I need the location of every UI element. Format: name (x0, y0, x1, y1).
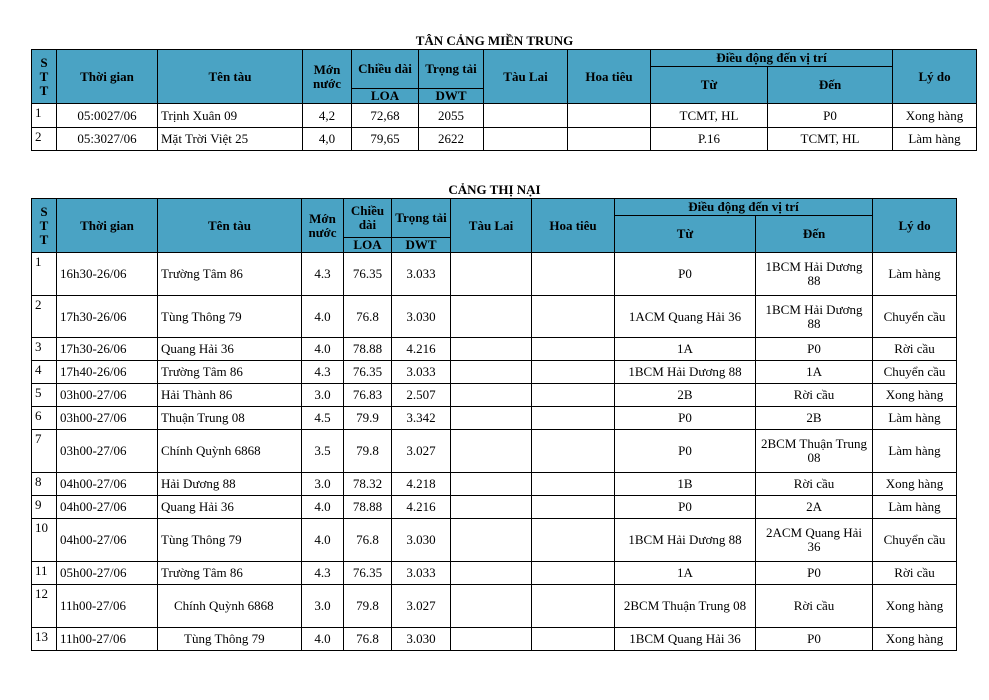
header-weight: Trọng tải (419, 50, 484, 89)
row-ship: Trường Tâm 86 (158, 562, 302, 585)
header-from: Từ (651, 67, 768, 104)
row-loa: 76.35 (344, 361, 392, 384)
row-to: 2BCM Thuận Trung 08 (756, 430, 873, 473)
row-loa: 76.8 (344, 519, 392, 562)
row-stt: 1 (32, 104, 57, 128)
row-draft: 3.0 (302, 585, 344, 628)
row-to: 1A (756, 361, 873, 384)
row-draft: 4.0 (302, 338, 344, 361)
table-row (32, 104, 977, 128)
row-loa: 79.8 (344, 585, 392, 628)
header-draft: Mớn nước (303, 50, 352, 104)
row-draft: 4.3 (302, 562, 344, 585)
row-ship: Hải Thành 86 (158, 384, 302, 407)
table-row (32, 473, 957, 496)
row-dwt: 2055 (419, 104, 484, 128)
row-tug (451, 519, 532, 562)
row-draft: 3.5 (302, 430, 344, 473)
row-from: P0 (615, 253, 756, 296)
row-pilot (532, 430, 615, 473)
header-tug: Tàu Lai (484, 50, 568, 104)
row-pilot (532, 338, 615, 361)
row-loa: 76.83 (344, 384, 392, 407)
row-loa: 78.32 (344, 473, 392, 496)
row-draft: 4.5 (302, 407, 344, 430)
row-pilot (568, 104, 651, 128)
table-row (32, 407, 957, 430)
row-dwt: 3.033 (392, 562, 451, 585)
row-from: 2B (615, 384, 756, 407)
row-time: 03h00-27/06 (57, 384, 158, 407)
section2-title: CẢNG THỊ NẠI (448, 182, 541, 197)
row-pilot (532, 496, 615, 519)
row-tug (451, 628, 532, 651)
header-ship: Tên tàu (158, 199, 302, 253)
row-from: P0 (615, 430, 756, 473)
row-to: P0 (768, 104, 893, 128)
row-to: Rời cầu (756, 384, 873, 407)
row-reason: Xong hàng (873, 384, 957, 407)
row-dwt: 2.507 (392, 384, 451, 407)
table-row (32, 361, 957, 384)
row-loa: 79.9 (344, 407, 392, 430)
row-tug (451, 338, 532, 361)
row-to: Rời cầu (756, 585, 873, 628)
header-stt: S T T (32, 199, 57, 253)
row-pilot (532, 253, 615, 296)
row-dwt: 4.216 (392, 496, 451, 519)
header-ship: Tên tàu (158, 50, 303, 104)
table-row (32, 384, 957, 407)
row-ship: Tùng Thông 79 (158, 519, 302, 562)
row-reason: Rời cầu (873, 562, 957, 585)
table-row (32, 296, 957, 338)
row-dwt: 3.030 (392, 519, 451, 562)
row-draft: 3.0 (302, 384, 344, 407)
row-reason: Xong hàng (873, 585, 957, 628)
row-time: 17h30-26/06 (57, 338, 158, 361)
row-tug (451, 253, 532, 296)
row-from: 1BCM Hải Dương 88 (615, 519, 756, 562)
row-draft: 4.3 (302, 253, 344, 296)
row-dwt: 3.342 (392, 407, 451, 430)
header-dwt: DWT (392, 238, 451, 253)
tan-cang-table (31, 49, 977, 151)
row-dwt: 3.027 (392, 430, 451, 473)
row-stt: 11 (32, 562, 57, 585)
row-loa: 76.35 (344, 562, 392, 585)
row-time: 11h00-27/06 (57, 628, 158, 651)
row-pilot (532, 361, 615, 384)
row-time: 03h00-27/06 (57, 430, 158, 473)
row-to: Rời cầu (756, 473, 873, 496)
row-from: P0 (615, 496, 756, 519)
table-row (32, 253, 957, 296)
row-from: 2BCM Thuận Trung 08 (615, 585, 756, 628)
section1-title: TÂN CẢNG MIỀN TRUNG (415, 33, 574, 48)
header-to: Đến (768, 67, 893, 104)
row-to: 1BCM Hải Dương 88 (756, 253, 873, 296)
row-to: TCMT, HL (768, 128, 893, 151)
header-length: Chiều dài (352, 50, 419, 89)
row-draft: 4.0 (302, 296, 344, 338)
row-reason: Xong hàng (873, 628, 957, 651)
row-draft: 4.3 (302, 361, 344, 384)
row-stt: 8 (32, 473, 57, 496)
header-reason: Lý do (893, 50, 977, 104)
row-stt: 13 (32, 628, 57, 651)
table-row (32, 519, 957, 562)
row-to: 2B (756, 407, 873, 430)
row-to: 2ACM Quang Hải 36 (756, 519, 873, 562)
row-loa: 76.8 (344, 628, 392, 651)
row-reason: Làm hàng (873, 253, 957, 296)
row-draft: 4.0 (302, 628, 344, 651)
header-pilot: Hoa tiêu (532, 199, 615, 253)
row-pilot (568, 128, 651, 151)
table-row (32, 628, 957, 651)
header-tug: Tàu Lai (451, 199, 532, 253)
row-pilot (532, 407, 615, 430)
row-to: P0 (756, 562, 873, 585)
row-loa: 78.88 (344, 496, 392, 519)
row-from: 1ACM Quang Hải 36 (615, 296, 756, 338)
row-pilot (532, 519, 615, 562)
header-time: Thời gian (57, 199, 158, 253)
row-reason: Làm hàng (893, 128, 977, 151)
row-dwt: 2622 (419, 128, 484, 151)
row-dwt: 3.030 (392, 296, 451, 338)
row-reason: Làm hàng (873, 407, 957, 430)
row-tug (451, 384, 532, 407)
row-time: 17h30-26/06 (57, 296, 158, 338)
row-dwt: 3.033 (392, 253, 451, 296)
row-from: TCMT, HL (651, 104, 768, 128)
row-draft: 4.0 (302, 519, 344, 562)
row-dwt: 3.027 (392, 585, 451, 628)
row-reason: Chuyển cầu (873, 296, 957, 338)
header-dwt: DWT (419, 89, 484, 104)
row-stt: 9 (32, 496, 57, 519)
row-ship: Chính Quỳnh 6868 (158, 585, 302, 628)
row-tug (451, 496, 532, 519)
row-ship: Chính Quỳnh 6868 (158, 430, 302, 473)
table-row (32, 585, 957, 628)
row-ship: Quang Hải 36 (158, 496, 302, 519)
row-ship: Trường Tâm 86 (158, 361, 302, 384)
row-reason: Xong hàng (893, 104, 977, 128)
row-time: 04h00-27/06 (57, 473, 158, 496)
row-pilot (532, 473, 615, 496)
row-ship: Quang Hải 36 (158, 338, 302, 361)
row-pilot (532, 384, 615, 407)
row-from: P0 (615, 407, 756, 430)
row-to: P0 (756, 338, 873, 361)
row-stt: 10 (32, 519, 57, 562)
thi-nai-table (31, 198, 957, 651)
header-draft: Mớn nước (302, 199, 344, 253)
row-draft: 4,0 (303, 128, 352, 151)
row-tug (451, 361, 532, 384)
row-from: 1BCM Hải Dương 88 (615, 361, 756, 384)
row-dwt: 4.218 (392, 473, 451, 496)
row-ship: Thuận Trung 08 (158, 407, 302, 430)
row-to: P0 (756, 628, 873, 651)
row-reason: Chuyển cầu (873, 361, 957, 384)
row-tug (451, 562, 532, 585)
table-row (32, 338, 957, 361)
header-move: Điều động đến vị trí (615, 199, 873, 216)
header-loa: LOA (352, 89, 419, 104)
row-dwt: 4.216 (392, 338, 451, 361)
row-ship: Trường Tâm 86 (158, 253, 302, 296)
header-length: Chiều dài (344, 199, 392, 238)
header-stt: S T T (32, 50, 57, 104)
row-stt: 1 (32, 253, 57, 296)
row-pilot (532, 296, 615, 338)
header-to: Đến (756, 216, 873, 253)
row-time: 17h40-26/06 (57, 361, 158, 384)
header-move: Điều động đến vị trí (651, 50, 893, 67)
header-from: Từ (615, 216, 756, 253)
row-stt: 7 (32, 430, 57, 473)
header-pilot: Hoa tiêu (568, 50, 651, 104)
row-loa: 76.8 (344, 296, 392, 338)
row-stt: 2 (32, 296, 57, 338)
row-stt: 6 (32, 407, 57, 430)
row-tug (484, 128, 568, 151)
table-row (32, 496, 957, 519)
row-pilot (532, 562, 615, 585)
row-ship: Trịnh Xuân 09 (158, 104, 303, 128)
header-time: Thời gian (57, 50, 158, 104)
header-loa: LOA (344, 238, 392, 253)
table-row (32, 128, 977, 151)
row-loa: 78.88 (344, 338, 392, 361)
row-loa: 76.35 (344, 253, 392, 296)
row-reason: Rời cầu (873, 338, 957, 361)
table-row (32, 430, 957, 473)
row-tug (451, 430, 532, 473)
header-weight: Trọng tải (392, 199, 451, 238)
row-reason: Chuyển cầu (873, 519, 957, 562)
row-time: 05h00-27/06 (57, 562, 158, 585)
row-tug (451, 585, 532, 628)
table-row (32, 562, 957, 585)
row-time: 04h00-27/06 (57, 519, 158, 562)
header-reason: Lý do (873, 199, 957, 253)
row-draft: 4,2 (303, 104, 352, 128)
row-reason: Làm hàng (873, 430, 957, 473)
row-reason: Làm hàng (873, 496, 957, 519)
row-pilot (532, 585, 615, 628)
row-draft: 4.0 (302, 496, 344, 519)
row-pilot (532, 628, 615, 651)
row-time: 05:0027/06 (57, 104, 158, 128)
row-draft: 3.0 (302, 473, 344, 496)
row-loa: 79,65 (352, 128, 419, 151)
row-ship: Tùng Thông 79 (158, 296, 302, 338)
row-from: 1B (615, 473, 756, 496)
row-time: 03h00-27/06 (57, 407, 158, 430)
row-ship: Mặt Trời Việt 25 (158, 128, 303, 151)
row-ship: Tùng Thông 79 (158, 628, 302, 651)
row-tug (451, 407, 532, 430)
row-ship: Hải Dương 88 (158, 473, 302, 496)
row-reason: Xong hàng (873, 473, 957, 496)
row-from: 1A (615, 562, 756, 585)
row-to: 1BCM Hải Dương 88 (756, 296, 873, 338)
row-loa: 72,68 (352, 104, 419, 128)
row-tug (451, 473, 532, 496)
row-stt: 4 (32, 361, 57, 384)
row-from: 1A (615, 338, 756, 361)
row-stt: 5 (32, 384, 57, 407)
row-time: 04h00-27/06 (57, 496, 158, 519)
row-to: 2A (756, 496, 873, 519)
row-time: 05:3027/06 (57, 128, 158, 151)
row-dwt: 3.033 (392, 361, 451, 384)
row-stt: 12 (32, 585, 57, 628)
row-from: P.16 (651, 128, 768, 151)
row-tug (451, 296, 532, 338)
row-dwt: 3.030 (392, 628, 451, 651)
row-tug (484, 104, 568, 128)
row-time: 11h00-27/06 (57, 585, 158, 628)
row-loa: 79.8 (344, 430, 392, 473)
row-stt: 2 (32, 128, 57, 151)
row-stt: 3 (32, 338, 57, 361)
row-from: 1BCM Quang Hải 36 (615, 628, 756, 651)
row-time: 16h30-26/06 (57, 253, 158, 296)
